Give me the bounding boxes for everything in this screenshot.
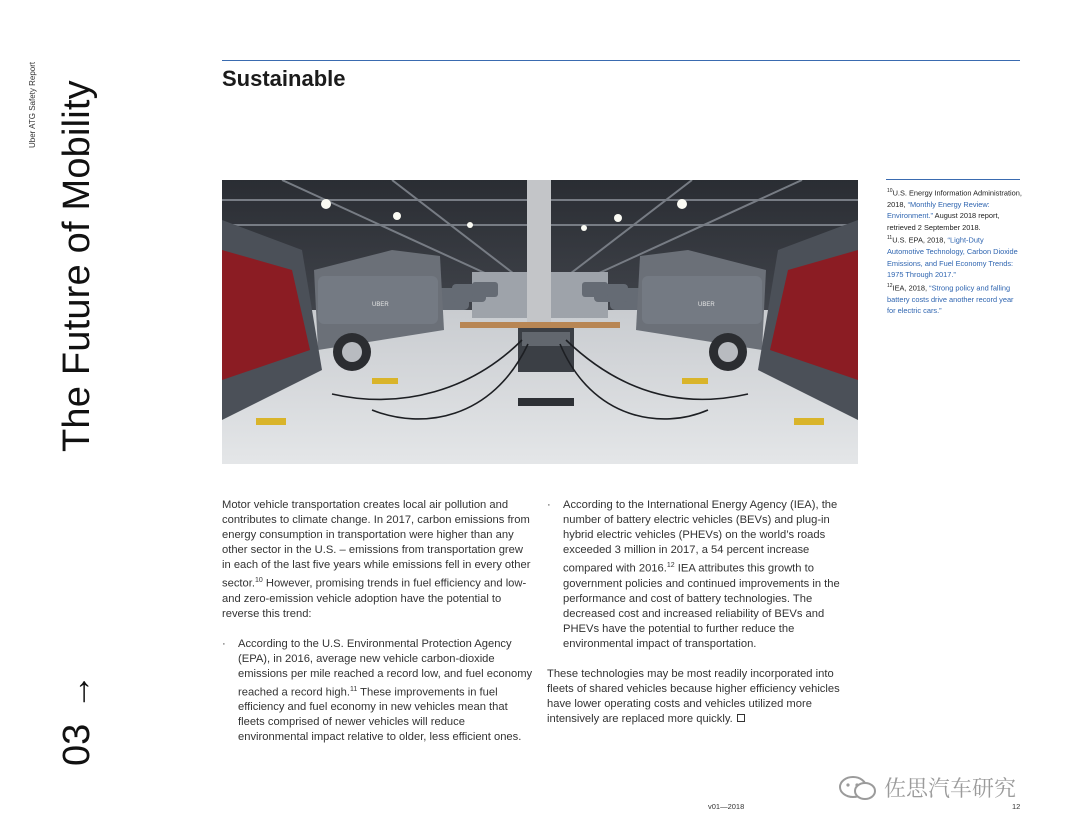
end-mark-icon — [737, 714, 745, 722]
chapter-title: The Future of Mobility — [56, 80, 98, 452]
chapter-marker — [56, 674, 99, 766]
report-name: Uber ATG Safety Report — [28, 61, 37, 148]
list-item: · According to the International Energy Agency (IEA), the number of battery electric vehicles (BEVs) and plug-in hybrid electric vehicles (PHEVs) on the world’s roads exceeded 3 million in 2017, a 54 percent increase compared with 2016.12 IEA attributes this growth to government policies and continued improvements in the performance and cost of battery technologies. The decreased cost and increased reliability of BEVs and PHEVs have the potential to further reduce the environmental impact of transportation. — [547, 499, 840, 650]
chapter-number: 03 — [56, 723, 98, 766]
intro-paragraph: Motor vehicle transportation creates local air pollution and contributes to climate change. In 2017, carbon emissions from energy consumption in transportation were higher than any other sector in the U.S. – emissions from transportation grew in each of the last five years while emissions fell in every other sector.$^{10}$ However, promising trends in fuel efficiency and low- and zero-emission vehicle adoption have the potential to reverse this trend: — [222, 499, 531, 620]
footnote-11: $^{11}$U.S. EPA, 2018, “Light-Duty Automotive Technology, Carbon Dioxide Emissions, and Fuel Economy Trends: 1975 Through 2017.” — [887, 235, 1018, 280]
list-item: · According to the U.S. Environmental Protection Agency (EPA), in 2016, average new vehicle carbon-dioxide emissions per mile reached a record low, and fuel economy reached a record high.$^{11}$ These improvements in fuel efficiency and fuel economy in new vehicles mean that fleets comprised of newer vehicles will reduce environmental impact relative to older, less efficient ones. — [222, 637, 533, 744]
footnote-12: $^{12}$IEA, 2018, “Strong policy and falling battery costs drive another record year for electric cars.” — [887, 282, 1014, 316]
bullet-icon: · — [222, 637, 226, 650]
body-right-column — [547, 498, 859, 727]
footnote-10: $^{10}$U.S. Energy Information Administration, 2018, “Monthly Energy Review: Environment.” August 2018 report, retrieved 2 September 2018. — [887, 188, 1022, 232]
uber-logo-right: UBER — [698, 302, 715, 308]
wechat-icon — [838, 775, 878, 801]
footnote-link[interactable]: “Monthly Energy Review: Environment.” — [887, 199, 990, 221]
top-rule — [222, 60, 1020, 61]
watermark-text: 佐思汽车研究 — [884, 776, 1017, 801]
footnote-link[interactable]: “Strong policy and falling battery costs drive another record year for electric cars.” — [887, 283, 1014, 316]
watermark — [838, 772, 1016, 803]
footnotes — [887, 186, 1022, 317]
section-title: Sustainable — [222, 66, 346, 91]
closing-paragraph: These technologies may be most readily incorporated into fleets of shared vehicles because higher efficiency vehicles have lower operating costs and vehicles utilized more intensively are replaced more quickly. — [547, 667, 840, 725]
page-number: 12 — [1012, 802, 1021, 811]
bullet-icon: · — [547, 499, 551, 511]
body-left-column — [222, 498, 534, 745]
ev-charging-garage-photo — [222, 180, 858, 464]
footnotes-rule — [886, 179, 1020, 180]
version-label: v01—2018 — [708, 802, 745, 811]
arrow-right-icon: → — [56, 673, 98, 710]
uber-logo-left: UBER — [372, 302, 389, 308]
footnote-link[interactable]: “Light-Duty Automotive Technology, Carbon Dioxide Emissions, and Fuel Economy Trends: 1975 Through 2017.” — [887, 235, 1018, 280]
